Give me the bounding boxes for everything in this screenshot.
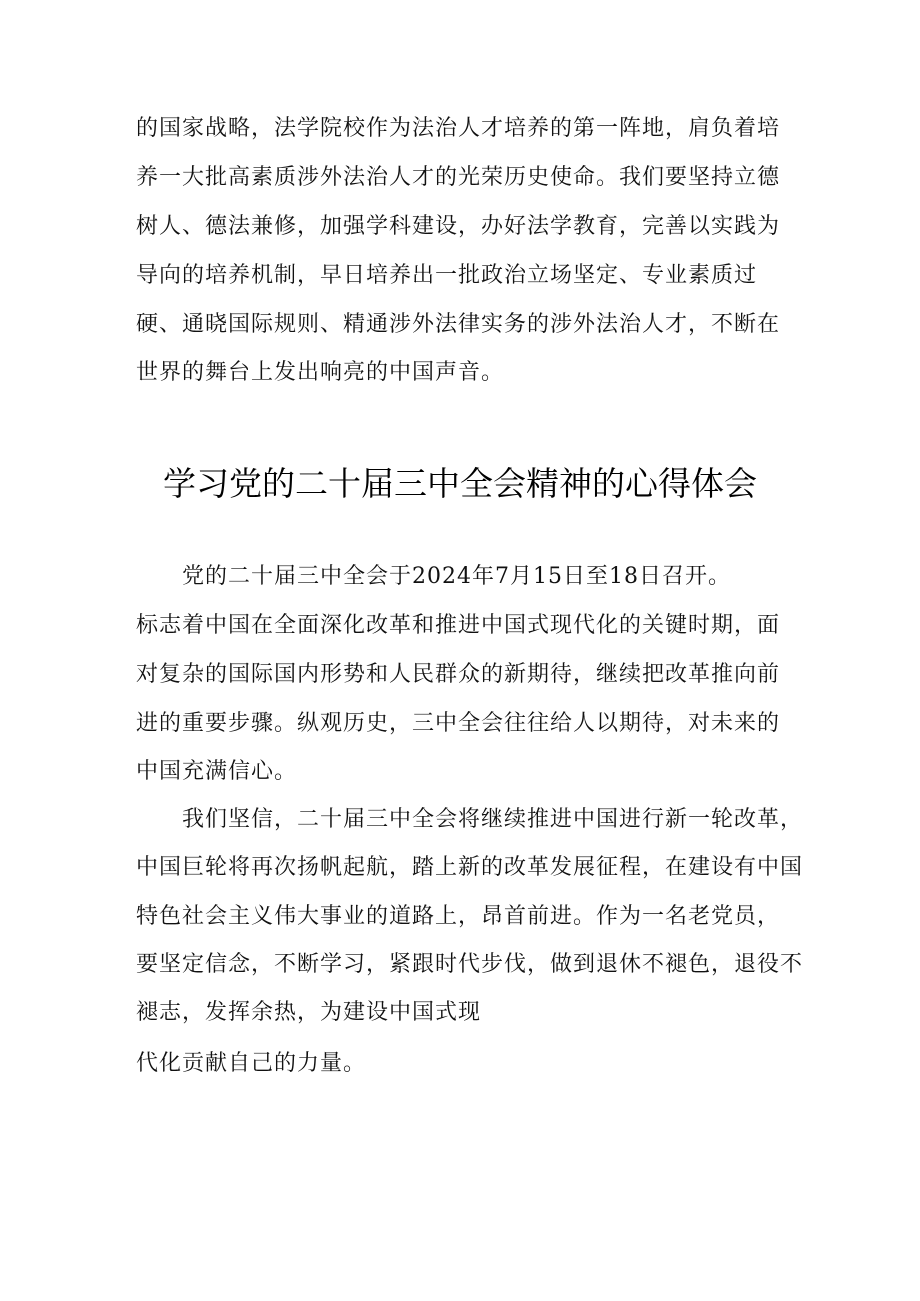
intro-line-5: 硬、通晓国际规则、精通涉外法律实务的涉外法治人才，不断在 (136, 312, 781, 337)
paragraph1-line-3: 对复杂的国际国内形势和人民群众的新期待，继续把改革推向前 (136, 662, 781, 687)
intro-line-3: 树人、德法兼修，加强学科建设，办好法学教育，完善以实践为 (136, 214, 781, 239)
paragraph2-line-5: 褪志，发挥余热，为建设中国式现 (136, 1000, 482, 1025)
intro-line-1: 的国家战略，法学院校作为法治人才培养的第一阵地，肩负着培 (136, 116, 781, 141)
article-title: 学习党的二十届三中全会精神的心得体会 (163, 464, 757, 503)
intro-line-6: 世界的舞台上发出响亮的中国声音。 (136, 360, 505, 385)
paragraph2-line-1: 我们坚信，二十届三中全会将继续推进中国进行新一轮改革， (182, 807, 804, 832)
paragraph1-line-4: 进的重要步骤。纵观历史，三中全会往往给人以期待，对未来的 (136, 711, 781, 736)
paragraph1-line-2: 标志着中国在全面深化改革和推进中国式现代化的关键时期，面 (136, 613, 781, 638)
intro-line-4: 导向的培养机制，早日培养出一批政治立场坚定、专业素质过 (136, 263, 758, 288)
intro-line-2: 养一大批高素质涉外法治人才的光荣历史使命。我们要坚持立德 (136, 165, 781, 190)
paragraph2-line-4: 要坚定信念，不断学习，紧跟时代步伐，做到退休不褪色，退役不 (136, 952, 804, 977)
paragraph2-line-3: 特色社会主义伟大事业的道路上，昂首前进。作为一名老党员， (136, 904, 781, 929)
paragraph2-line-2: 中国巨轮将再次扬帆起航，踏上新的改革发展征程，在建设有中国 (136, 855, 804, 880)
paragraph1-line-5: 中国充满信心。 (136, 759, 298, 784)
paragraph1-line-1: 党的二十届三中全会于2024年7月15日至18日召开。 (182, 564, 731, 589)
paragraph2-line-6: 代化贡献自己的力量。 (136, 1051, 367, 1076)
